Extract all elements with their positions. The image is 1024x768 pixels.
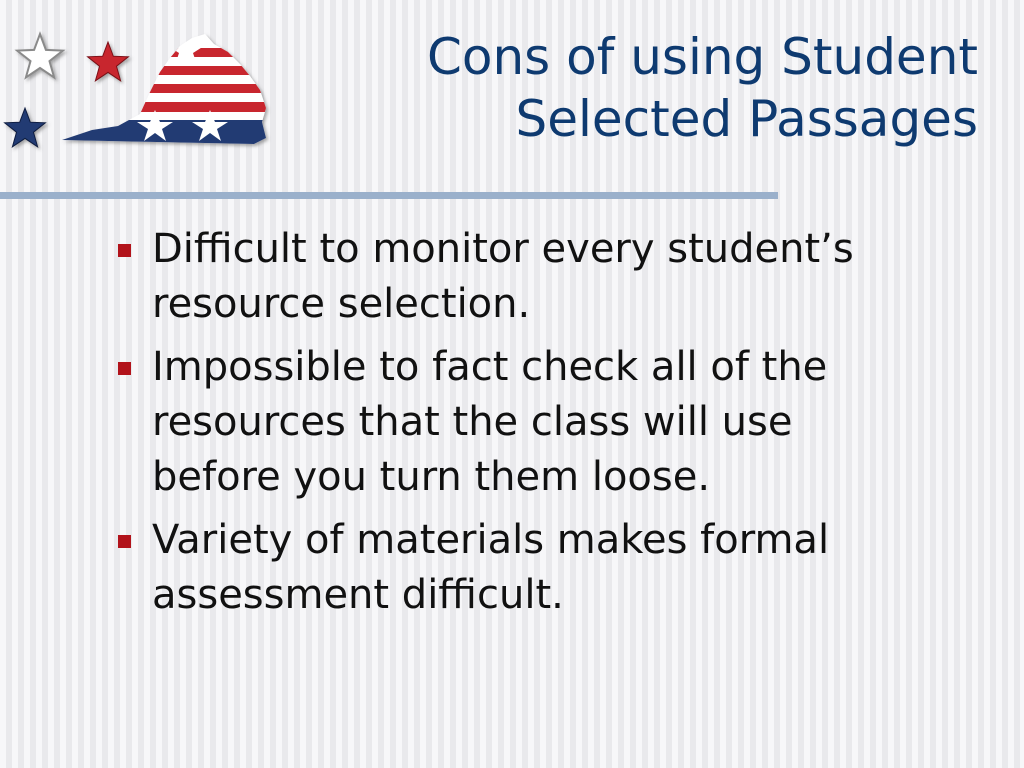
bullet-list: [116, 222, 996, 631]
bullet-text-line: Variety of materials makes formal: [152, 517, 830, 563]
white-star-icon: [17, 34, 63, 77]
virginia-stars-logo: [0, 18, 290, 158]
slide-title-line: Selected Passages: [515, 90, 978, 148]
bullet-text-line: Impossible to fact check all of the: [152, 344, 828, 390]
square-bullet-icon: [118, 244, 131, 257]
bullet-text-line: resources that the class will use: [152, 399, 793, 445]
bullet-text-line: before you turn them loose.: [152, 454, 711, 500]
slide-title: [278, 26, 978, 150]
virginia-flag-map-icon: [0, 18, 290, 158]
square-bullet-icon: [118, 535, 131, 548]
slide-title-line: Cons of using Student: [426, 28, 978, 86]
blue-star-icon: [5, 108, 46, 147]
bullet-text-line: resource selection.: [152, 281, 531, 327]
bullet-text-line: assessment difficult.: [152, 572, 564, 618]
square-bullet-icon: [118, 362, 131, 375]
bullet-item: [116, 340, 996, 505]
bullet-item: [116, 513, 996, 623]
bullet-text-line: Difficult to monitor every student’s: [152, 226, 854, 272]
bullet-item: [116, 222, 996, 332]
title-divider: [0, 192, 778, 199]
red-star-icon: [88, 42, 129, 81]
